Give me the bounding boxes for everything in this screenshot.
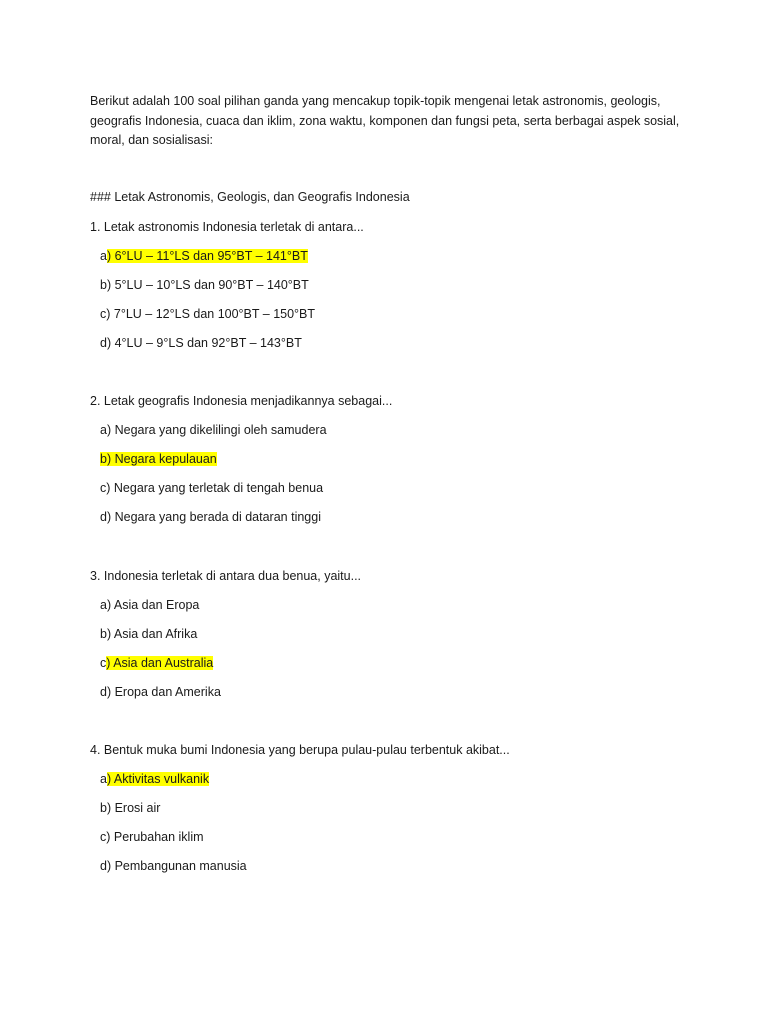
question-text: 3. Indonesia terletak di antara dua benua, yaitu... <box>90 569 362 583</box>
option-a: a) Asia dan Eropa <box>100 598 200 612</box>
section-heading: ### Letak Astronomis, Geologis, dan Geografis Indonesia <box>90 190 410 204</box>
option-c: c) 7°LU – 12°LS dan 100°BT – 150°BT <box>100 307 316 321</box>
option-prefix: a <box>100 772 107 786</box>
option-answer-highlight: b) Negara kepulauan <box>100 452 217 466</box>
option-a: a) Negara yang dikelilingi oleh samudera <box>100 423 327 437</box>
option-c: c) Negara yang terletak di tengah benua <box>100 481 324 495</box>
question-3 <box>90 567 690 701</box>
option-a <box>100 247 690 265</box>
question-text: 2. Letak geografis Indonesia menjadikannya sebagai... <box>90 394 393 408</box>
question-1 <box>90 218 690 352</box>
option-d: d) 4°LU – 9°LS dan 92°BT – 143°BT <box>100 336 302 350</box>
question-text: 1. Letak astronomis Indonesia terletak di antara... <box>90 220 364 234</box>
question-text: 4. Bentuk muka bumi Indonesia yang berupa pulau-pulau terbentuk akibat... <box>90 743 510 757</box>
option-answer-highlight: ) Asia dan Australia <box>106 656 214 670</box>
option-d: d) Eropa dan Amerika <box>100 685 221 699</box>
intro-paragraph: Berikut adalah 100 soal pilihan ganda yang mencakup topik-topik mengenai letak astronomis, geologis, geografis Indonesia, cuaca dan iklim, zona waktu, komponen dan fungsi peta, serta berbagai aspek sosial, moral, dan sosialisasi: <box>90 94 680 147</box>
question-2 <box>90 392 690 526</box>
option-b <box>100 450 690 468</box>
option-a <box>100 770 690 788</box>
option-b: b) 5°LU – 10°LS dan 90°BT – 140°BT <box>100 278 309 292</box>
option-prefix: a <box>100 249 107 263</box>
option-d: d) Pembangunan manusia <box>100 859 247 873</box>
question-4 <box>90 741 690 875</box>
option-answer-highlight: ) Aktivitas vulkanik <box>106 772 210 786</box>
option-c: c) Perubahan iklim <box>100 830 204 844</box>
option-prefix: c <box>100 656 107 670</box>
option-d: d) Negara yang berada di dataran tinggi <box>100 510 321 524</box>
option-c <box>100 654 690 672</box>
option-b: b) Erosi air <box>100 801 161 815</box>
option-answer-highlight: ) 6°LU – 11°LS dan 95°BT – 141°BT <box>106 249 308 263</box>
option-b: b) Asia dan Afrika <box>100 627 198 641</box>
